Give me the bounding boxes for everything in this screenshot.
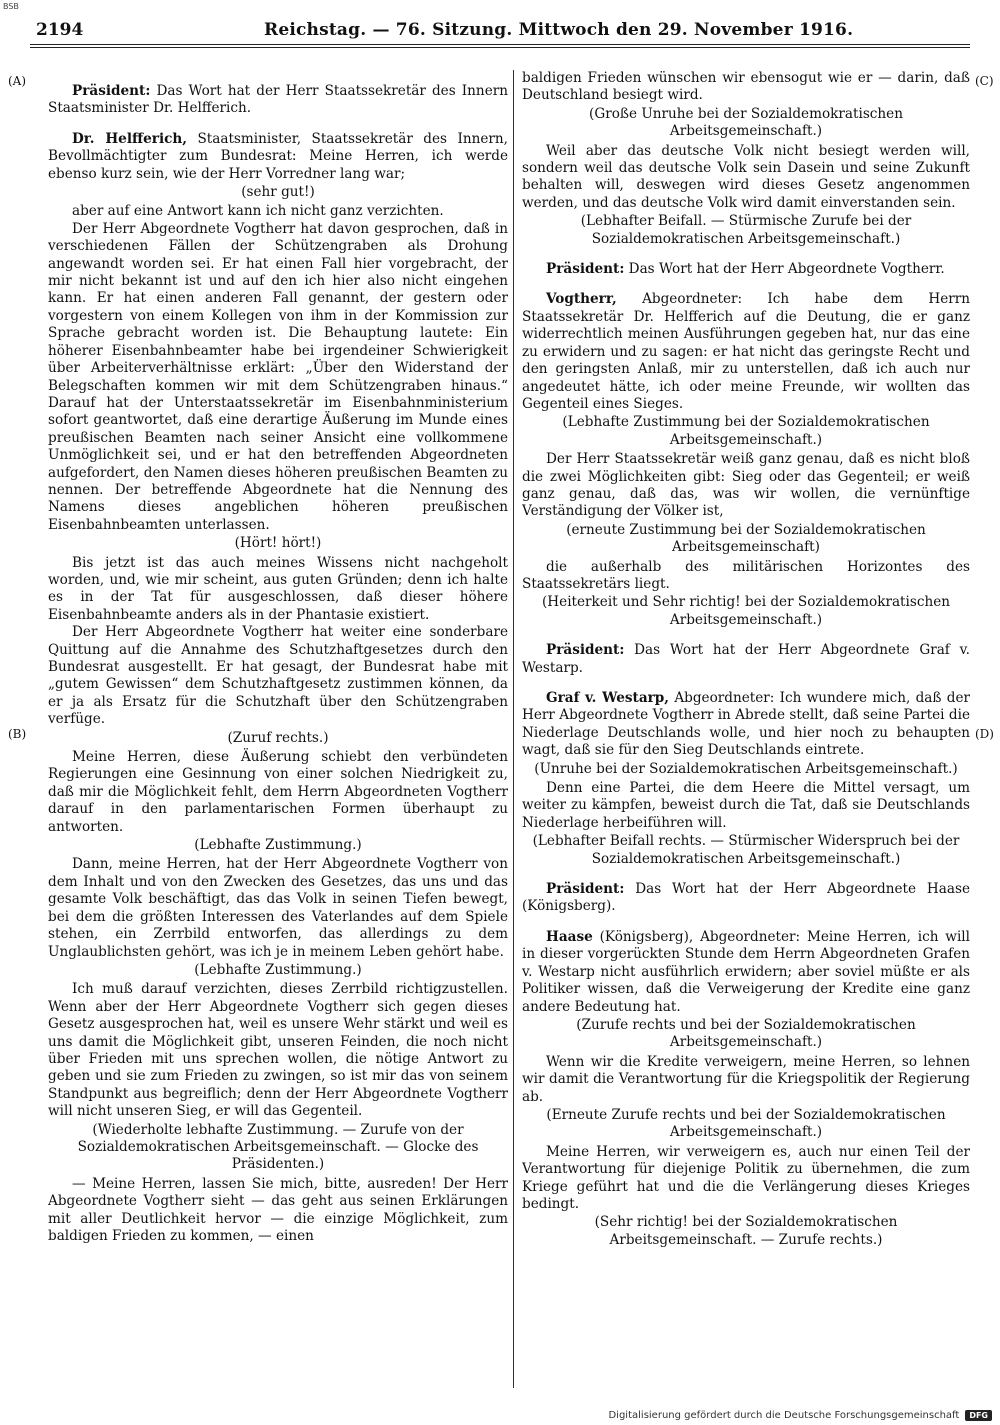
interjection: (Erneute Zurufe rechts und bei der Sozialdemokratischen Arbeitsgemeinschaft.) (546, 1106, 946, 1141)
page-header (36, 20, 966, 50)
speaker-name: Vogtherr, (546, 291, 617, 308)
speech-text: Das Wort hat der Herr Staatssekretär des Innern Staatsminister Dr. Helfferich. (48, 83, 508, 117)
speaker-name: Präsident: (546, 881, 625, 898)
interjection: (Sehr richtig! bei der Sozialdemokratischen Arbeitsgemeinschaft. — Zurufe rechts.) (594, 1214, 898, 1248)
speech-text: Das Wort hat der Herr Abgeordnete Haase (Königsberg). (522, 881, 970, 915)
speaker-paragraph (522, 881, 970, 916)
footer (608, 1410, 992, 1421)
funding-note: Digitalisierung gefördert durch die Deutsche Forschungsgemeinschaft (608, 1410, 960, 1421)
speech-paragraph: Dann, meine Herren, hat der Herr Abgeordnete Vogtherr von dem Inhalt und von den Zwecken des Gesetzes, das uns und das gesamte Volk beschäftigt, das das Volk in seinen Tiefen bewegt, bei dem die größten Interessen des Vaterlandes auf dem Spiele stehen, ein Zerrbild entworfen, das allerdings zu dem Unglaublichsten gehört, was ich je in meinem Leben gehört habe. (48, 856, 508, 960)
speaker-paragraph (522, 642, 970, 677)
interjection: (Lebhafte Zustimmung.) (194, 961, 362, 978)
speaker-name: Dr. Helfferich, (72, 130, 188, 147)
header-rule-thin (30, 47, 970, 48)
speech-text: Staatsminister, Staatssekretär des Innern, Bevollmächtigter zum Bundesrat: Meine Herren, ich werde ebenso kurz sein, wie der Herr Vorredner lang war; (48, 130, 508, 182)
margin-mark-b: (B) (8, 727, 27, 741)
speech-paragraph: Wenn wir die Kredite verweigern, meine Herren, so lehnen wir damit die Verantwortung für die Kriegspolitik der Regierung ab. (522, 1053, 970, 1105)
speech-paragraph: Meine Herren, wir verweigern es, auch nur einen Teil der Verantwortung für diejenige Politik zu übernehmen, die zum Kriege geführt hat und die die Verlängerung dieses Krieges bedingt. (522, 1143, 970, 1212)
speech-paragraph: Bis jetzt ist das auch meines Wissens nicht nachgeholt worden, und, wie mir scheint, aus guten Gründen; denn ich halte es in der Tat für ausgeschlossen, daß dieser höhere Eisenbahnbeamte anders als in der Phantasie existiert. (48, 554, 508, 623)
interjection: (Wiederholte lebhafte Zustimmung. — Zurufe von der Sozialdemokratischen Arbeitsgemeinschaft. — Glocke des Präsidenten.) (77, 1121, 479, 1173)
dfg-logo: DFG (965, 1410, 992, 1421)
speech-text: (Königsberg), Abgeordneter: Meine Herren, ich will in dieser vorgerückten Stunde dem Herrn Abgeordneten Grafen v. Westarp nicht ausführlich erwidern; aber soviel müßte er als Politiker wissen, daß die Verweigerung der Kredite eine ganz andere Bedeutung hat. (522, 928, 970, 1015)
interjection: (Zuruf rechts.) (227, 729, 329, 746)
interjection: (sehr gut!) (241, 184, 315, 201)
speaker-name: Haase (546, 928, 593, 945)
speech-text: Das Wort hat der Herr Abgeordnete Graf v. Westarp. (522, 642, 970, 676)
interjection: (Lebhafte Zustimmung.) (194, 837, 362, 854)
speech-paragraph: — Meine Herren, lassen Sie mich, bitte, ausreden! Der Herr Abgeordnete Vogtherr sieht — das geht aus seinen Erklärungen mit aller Deutlichkeit hervor — die einzige Möglichkeit, zum baldigen Frieden zu kommen, — einen (48, 1175, 508, 1244)
speaker-name: Präsident: (546, 261, 625, 278)
speaker-paragraph (522, 690, 970, 760)
interjection: (Lebhafte Zustimmung bei der Sozialdemokratischen Arbeitsgemeinschaft.) (562, 414, 930, 448)
interjection: (Hört! hört!) (234, 535, 322, 552)
speaker-name: Präsident: (72, 83, 151, 99)
speech-text: Abgeordneter: Ich habe dem Herrn Staatssekretär Dr. Helfferich auf die Deutung, die er ganz widerrechtlich meinen Ausführungen gegeben hat, nur das eine zu erwidern und zu sagen: er hat nicht das geringste Recht und den geringsten Anlaß, mir zu unterstellen, daß ich auch nur angedeutet hätte, ich oder meine Freunde, wir wollten das Gegenteil eines Sieges. (522, 291, 970, 412)
speech-paragraph: Der Herr Abgeordnete Vogtherr hat weiter eine sonderbare Quittung auf die Annahme des Schutzhaftgesetzes durch den Bundesrat ausgestellt. Er hat gesagt, der Bundesrat habe mit „gutem Gewissen“ dem Schutzhaftgesetz zustimmen können, da er ja als Ersatz für die Schutzhaft über den Schützengraben verfüge. (48, 624, 508, 728)
library-mark: BSB (3, 2, 19, 11)
page-number: 2194 (36, 20, 84, 40)
margin-mark-a: (A) (8, 74, 27, 88)
speech-paragraph: baldigen Frieden wünschen wir ebensogut wie er — darin, daß Deutschland besiegt wird. (522, 70, 970, 104)
interjection: (Lebhafter Beifall. — Stürmische Zurufe bei der Sozialdemokratischen Arbeitsgemeinschaft.) (580, 213, 912, 247)
interjection: (Heiterkeit und Sehr richtig! bei der Sozialdemokratischen Arbeitsgemeinschaft.) (542, 594, 950, 628)
interjection: (Große Unruhe bei der Sozialdemokratischen Arbeitsgemeinschaft.) (589, 105, 903, 140)
speech-paragraph: Der Herr Staatssekretär weiß ganz genau, daß es nicht bloß die zwei Möglichkeiten gibt: Sieg oder das Gegenteil; er weiß ganz genau, daß das, was wir wollen, die vernünftige Verständigung der Völker ist, (522, 451, 970, 520)
interjection: (erneute Zustimmung bei der Sozialdemokratischen Arbeitsgemeinschaft) (566, 521, 926, 556)
running-title: Reichstag. — 76. Sitzung. Mittwoch den 29. November 1916. (264, 20, 854, 40)
right-column (522, 70, 970, 1390)
speech-paragraph: Denn eine Partei, die dem Heere die Mittel versagt, um weiter zu kämpfen, beweist durch die Tat, daß sie Deutschlands Niederlage herbeiführen will. (522, 780, 970, 831)
speaker-name: Graf v. Westarp, (546, 690, 670, 706)
speaker-paragraph (48, 83, 508, 118)
speech-text: Abgeordneter: Ich wundere mich, daß der Herr Abgeordnete Vogtherr in Abrede stellt, daß seine Partei die Niederlage Deutschlands wolle, und hier noch zu behaupten wagt, daß sie für den Sieg Deutschlands eintrete. (522, 690, 970, 759)
speech-paragraph: Meine Herren, diese Äußerung schiebt den verbündeten Regierungen eine Gesinnung von einer solchen Niedrigkeit zu, daß mir die Möglichkeit fehlt, dem Herrn Abgeordneten Vogtherr darauf in den parlamentarischen Formen überhaupt zu antworten. (48, 749, 508, 835)
left-column (48, 70, 508, 1390)
speaker-paragraph (522, 929, 970, 1016)
header-rule (30, 44, 970, 45)
margin-mark-d: (D) (975, 727, 994, 741)
speech-paragraph: die außerhalb des militärischen Horizontes des Staatssekretärs liegt. (522, 558, 970, 592)
column-divider (513, 70, 514, 1388)
speech-paragraph: aber auf eine Antwort kann ich nicht ganz verzichten. (72, 203, 444, 220)
speech-paragraph: Weil aber das deutsche Volk nicht besiegt werden will, sondern weil das deutsche Volk sein Dasein und seine Zukunft behalten will, deswegen wird dieses Gesetz angenommen werden, und das deutsche Volk wird damit einverstanden sein. (522, 142, 970, 211)
interjection: (Unruhe bei der Sozialdemokratischen Arbeitsgemeinschaft.) (534, 760, 958, 777)
speech-text: Das Wort hat der Herr Abgeordnete Vogtherr. (624, 261, 945, 278)
speaker-paragraph (522, 291, 970, 413)
speaker-paragraph (522, 261, 970, 278)
speech-paragraph: Der Herr Abgeordnete Vogtherr hat davon gesprochen, daß in verschiedenen Fällen der Schützengraben als Drohung angewandt worden sei. Er hat einen Fall hier vorgebracht, der mir nicht bekannt ist und auf den ich hier also nicht eingehen kann. Er hat einen anderen Fall genannt, der gestern oder vorgestern von einem Kollegen von ihm in der Kommission zur Sprache gebracht worden ist. Die Behauptung lautete: Ein höherer Eisenbahnbeamter habe bei irgendeiner Schwierigkeit über Arbeiterverhältnisse erklärt: „Über den Widerstand der Belegschaften kommen wir mit dem Schützengraben hinaus.“ Darauf hat der Unterstaatssekretär im Eisenbahnministerium sofort geantwortet, daß eine derartige Äußerung im Munde eines preußischen Beamten nach seiner Ansicht eine vollkommene Unmöglichkeit sei, und er hat den betreffenden Abgeordneten aufgefordert, den Namen dieses höheren preußischen Beamten zu nennen. Der betreffende Abgeordnete hat die Nennung des Namens dieses angeblichen höheren preußischen Eisenbahnbeamten unterlassen. (48, 220, 508, 533)
interjection: (Zurufe rechts und bei der Sozialdemokratischen Arbeitsgemeinschaft.) (576, 1016, 916, 1051)
speaker-paragraph (48, 131, 508, 183)
speaker-name: Präsident: (546, 642, 625, 659)
speech-paragraph: Ich muß darauf verzichten, dieses Zerrbild richtigzustellen. Wenn aber der Herr Abgeordnete Vogtherr sich gegen dieses Gesetz ausgesprochen hat, weil es unsere Wehr stärkt und weil es uns damit die Möglichkeit gibt, unseren Feinden, die noch nicht über Frieden mit uns sprechen wollen, die nötige Antwort zu geben und sie zum Frieden zu zwingen, so ist mir das von seinem Standpunkt aus begreiflich; denn der Herr Abgeordnete Vogtherr will nicht unseren Sieg, er will das Gegenteil. (48, 981, 508, 1120)
margin-mark-c: (C) (975, 74, 994, 88)
interjection: (Lebhafter Beifall rechts. — Stürmischer Widerspruch bei der Sozialdemokratischen Arbeitsgemeinschaft.) (532, 833, 960, 867)
